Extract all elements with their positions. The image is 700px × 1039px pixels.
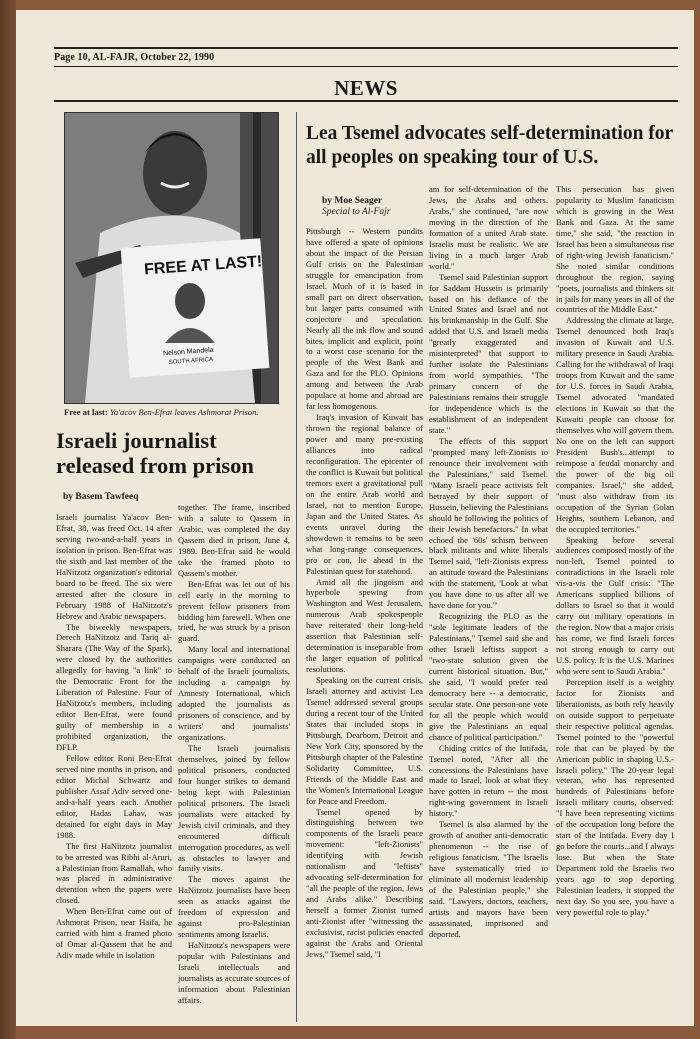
- paragraph: Tsemel is also alarmed by the growth of another anti-democratic phenomenon -- the rise of religious fanaticism. "The Israelis have systematically tried to eliminate all modernist leadership of the Palestinian people," she said. "Lawyers, doctors, teachers, artists and mayors have been assassinated, imprisoned and deported.: [429, 819, 548, 939]
- paragraph: Amid all the jingoism and hyperbole spewing from Washington and West Jerusalem, numerous Arab spokespeople have reiterated their long-held assertion that Palestinian self-determination is inseparable from the larger equation of political resolutions.: [306, 576, 423, 675]
- paragraph: When Ben-Efrat came out of Ashmorat Prison, near Haifa, he carried with him a framed photo of Omar al-Qassem that he and Adiv made while in isolation: [56, 906, 172, 961]
- paragraph: Chiding critics of the Intifada, Tsemel noted, "After all the concessions the Palestinians have made to Israel, look at what they have gotten in return -- the most right-wing government in Israeli history.": [429, 742, 548, 819]
- shirt-country: SOUTH AFRICA: [168, 356, 214, 366]
- paragraph: Tsemel said Palestinian support for Saddam Hussein is primarily based on his defiance of the United States and Israel and not his brinkmanship in the Gulf. She added that U.S. and Israeli media "greatly exaggerated and misinterpreted" that support to further isolate the Palestinians from world sympathies. "The primary concern of the Palestinians remains their struggle for independence which is the establishment of an independent state.": [429, 271, 548, 435]
- paragraph: Perception itself is a weighty factor for Zionists and liberationists, as both rely heavily on outside support to perpetuate their respective political agendas. Tsemel pointed to the "powerful role that can be played by the American public in shaping U.S.-Israeli policy." The 20-year legal veteran, who has represented hundreds of Palestinians before Israeli military courts, observed: "I have been representing victims of the occupation long before the start of the Intifada. Every day I go before the courts...and I always lose. But when the State Department told the Israelis two years ago to stop deporting Palestinian leaders, it stopped the next day. So you see, you have a very powerful role to play.": [556, 676, 674, 917]
- article2-byline: [322, 196, 390, 218]
- article2-headline: Lea Tsemel advocates self-determination for all peoples on speaking tour of U.S.: [306, 123, 673, 168]
- book-binding: [0, 0, 16, 1039]
- caption-text: Ya'acov Ben-Efrat leaves Ashmorat Prison.: [109, 407, 259, 417]
- paragraph: The Israeli journalists themselves, joined by fellow political prisoners, conducted four hunger strikes to demand being kept with Palestinian political prisoners. The Israeli journalists were attacked by Jewish civil criminals, and they encountered difficult interrogation procedures, as well as obstacles to lawyer and family visits.: [178, 742, 290, 874]
- paragraph: The first HaNitzotz journalist to be arrested was Ribhi al-Aruri, a Palestinian from Ramallah, who was placed in administrative detention when the papers were closed.: [56, 840, 172, 906]
- paragraph: The biweekly newspapers, Derech HaNitzotz and Tariq al-Sharara (The Way of the Spark), were closed by the authorities allegedly for having "a link" to the Democratic Front for the Liberation of Palestine. Four of HaNitzotz's members, including editor Ben-Efrat, were found guilty of membership in a prohibited organization, the DFLP.: [56, 621, 172, 753]
- photo-caption: [64, 407, 284, 418]
- paragraph: Pittsburgh -- Western pundits have offered a spate of opinions about the impact of the Persian Gulf crisis on the Palestinian struggle for emancipation from Israel. Much of it is based in small part on direct observation, but larger parts consumed with conjecture and speculation. Nearly all the ink flow and sound bites, implicit and explicit, point to a worst case scenario for the people of the West Bank and Gaza and for the PLO. Opinions among and between the Arab populace at home and abroad are far less homogenous.: [306, 226, 423, 412]
- paragraph: Tsemel opened by distinguishing between two components of the Israeli peace movement: "left-Zionists" identifying with Jewish nationalism and "leftists" advocating self-determination for "all the people of the region, Jews and Arabs alike." Describing herself a former Zionist turned anti-Zionist after "witnessing the exclusivist, racist policies enacted against the Arabs and Oriental Jews," Tsemel said, "I: [306, 806, 423, 959]
- top-rule: [54, 47, 678, 49]
- article1-column-2: [178, 502, 290, 1027]
- paragraph: Recognizing the PLO as the "sole legitimate leaders of the Palestinians," Tsemel said she and other Israeli leftists support a "two-state solution given the current historical situation. But," she said, "I would prefer real democracy here -- a democratic, secular state. One person-one vote for all the people which would give the Palestinians an equal chance of political participation.": [429, 611, 548, 742]
- article1-headline: Israeli journalist released from prison: [56, 428, 254, 478]
- article2-column-1: [306, 226, 423, 1026]
- paragraph: HaNitzotz's newspapers were popular with Palestinians and Israeli intellectuals and journalists as accurate sources of information about Palestinian affairs.: [178, 940, 290, 1005]
- page-header: Page 10, AL-FAJR, October 22, 1990: [54, 52, 215, 63]
- paragraph: Speaking before several audiences composed mostly of the non-left, Tsemel pointed to contradictions in the Israeli role vis-a-vis the Gulf crisis: "The Americans supplied billions of dollars to Israel so that it would carry out military operations in the region. Now that a major crisis has come, we find Israeli forces not strong enough to carry out U.S. policy. It is the U.S. Marines who were sent to Saudi Arabia.": [556, 534, 674, 676]
- section-rule: [54, 100, 678, 102]
- paragraph: The moves against the HaNitzotz journalists have been seen as attacks against the freedom of expression and against pro-Palestinian sentiments among Israelis.: [178, 874, 290, 940]
- paragraph: Fellow editor Roni Ben-Efrat served nine months in prison, and editor Michal Schwartz and publisher Assaf Adiv served one-and-a-half years each. Another editor, Hadas Lahav, was detained for eight days in May 1988.: [56, 752, 172, 840]
- article1-column-1: [56, 512, 172, 1027]
- paragraph: Ben-Efrat was let out of his cell early in the morning to prevent fellow prisoners from bidding him farewell. When one tried, he was struck by a prison guard.: [178, 578, 290, 644]
- column-divider: [296, 112, 297, 1022]
- paragraph: Israeli journalist Ya'acov Ben-Efrat, 38, was freed Oct. 14 after serving two-and-a-half years in isolation in prison. Ben-Efrat was the sixth and last member of the HaNitzotz organization's editorial board to be freed. The six were arrested after the closure in February 1988 of HaNitzotz's Hebrew and Arabic newspapers.: [56, 512, 172, 621]
- news-photo: [64, 112, 279, 404]
- section-title: NEWS: [334, 76, 398, 100]
- photo-illustration: [65, 113, 278, 403]
- paragraph: Speaking on the current crisis, Israeli attorney and activist Lea Tsemel addressed several groups during a recent tour of the United States that included stops in Pittsburgh, Dearborn, Detroit and New York City, sponsored by the Pittsburgh chapter of the Palestine Solidarity Committee, U.S. Friends of the Middle East and the Women's International League for Peace and Freedom.: [306, 675, 423, 806]
- paragraph: Iraq's invasion of Kuwait has thrown the regional balance of power and many pre-existing alliances into radical reconfiguration. The epicenter of the conflict is Kuwait but political tremors exert a gravitational pull on the entire Arab world and Israel, not to mention Europe, Japan and the United States. As events unravel during the showdown it remains to be seen what long-range consequences, pro or con, lie ahead in the Palestinian quest for statehood.: [306, 412, 423, 576]
- caption-lead: Free at last:: [64, 407, 108, 417]
- paragraph: Many local and international campaigns were conducted on behalf of the Israeli journalists, including a campaign by Amnesty International, which adopted the journalists as prisoners of conscience, and by writers' and journalists' organizations.: [178, 644, 290, 743]
- paragraph: am for self-determination of the Jews, the Arabs and others. Arabs," she continued, "are now moving in the direction of the formation of a united Arab state. Israelis must be realistic. We are living in a much larger Arab world.": [429, 184, 548, 271]
- paragraph: Addressing the climate at large, Tsemel denounced both Iraq's invasion of Kuwait and U.S. military presence in Saudi Arabia. Calling for the withdrawal of Iraqi troops from Kuwait and the same for U.S. forces in Saudi Arabia, Tsemel advocated "mandated elections in Kuwait so that the Kuwaiti people can choose for themselves who will govern them. No one on the left can support President Bush's...attempt to reimpose a feudal monarchy and the power of the big oil companies. Israel," she added, "must also withdraw from its occupation of the Syrian Golan Heights, southern Lebanon, and the occupied territories.": [556, 315, 674, 534]
- article1-byline: by Basem Tawfeeq: [63, 492, 139, 502]
- paragraph: The effects of this support "prompted many left-Zionists to renounce their involvement with the Palestinians," said Tsemel. "Many Israeli peace activists felt betrayed by their support of Hussein, believing the Palestinians should be following the politics of their Jewish benefactors." In what echoed the '60s' schism between black militants and white liberals Tsemel said, "left-Zionists express an attitude toward the Palestinians with the statement, 'Look at what you have done to us after all we have done for you.'": [429, 435, 548, 611]
- header-rule: [54, 66, 678, 67]
- article2-role: Special to Al-Fajr: [322, 207, 391, 217]
- shirt-name: Nelson Mandela: [162, 346, 214, 358]
- paragraph: together. The frame, inscribed with a salute to Qassem in Arabic, was completed the day Qassem died in prison, June 4, 1989. Ben-Efrat said he would take the framed photo to Qassem's mother.: [178, 502, 290, 578]
- shirt-slogan: FREE AT LAST!: [143, 253, 263, 279]
- paragraph: This persecution has given popularity to Muslim fanaticism which is growing in the West Bank and Gaza. At the same time," she said, "the reaction in Israel has been a simultaneous rise of right-wing Jewish fanaticism." She noted similar conditions throughout the region, saying "poets, journalists and thinkers sit in jails for many years in all of the countries of the Middle East.": [556, 184, 674, 315]
- article2-column-2: [429, 184, 548, 1026]
- article2-author: by Moe Seager: [322, 196, 383, 206]
- article2-column-3: [556, 184, 674, 1026]
